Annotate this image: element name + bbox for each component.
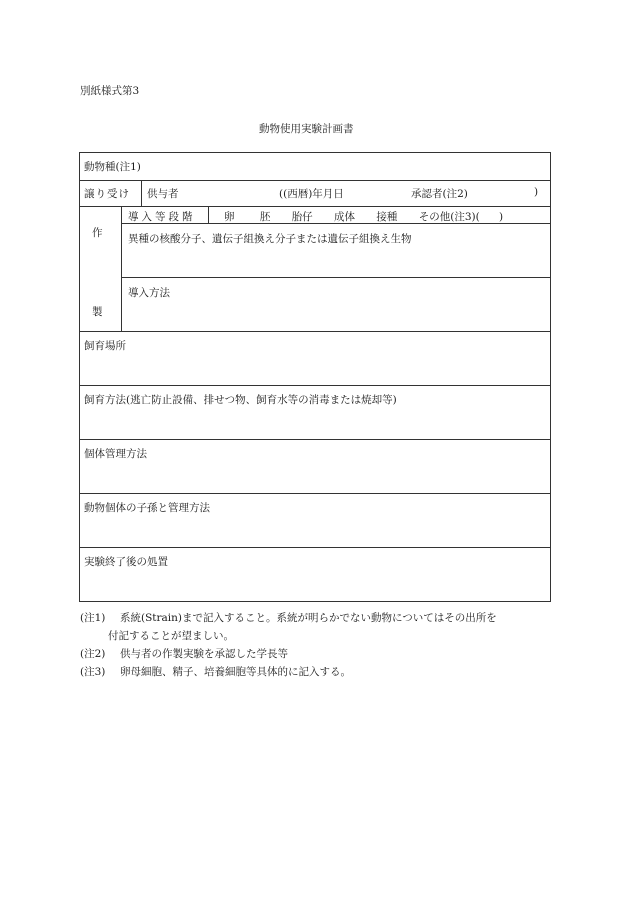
production-label-top: 作 xyxy=(92,227,103,239)
stage-other: その他(注3)( xyxy=(418,211,480,223)
note-1-mark: (注1) xyxy=(80,612,106,624)
note-1-cont: 付記することが望ましい。 xyxy=(108,630,234,642)
offspring-label: 動物個体の子孫と管理方法 xyxy=(84,502,210,514)
disposal-label: 実験終了後の処置 xyxy=(84,556,168,568)
stage-adult: 成体 xyxy=(334,211,356,223)
stage-embryo: 胚 xyxy=(259,211,271,223)
supplier-label: 供与者 xyxy=(147,188,179,200)
stage-fetus: 胎仔 xyxy=(291,211,313,223)
note-3-mark: (注3) xyxy=(80,666,106,678)
stages-row xyxy=(224,209,503,224)
method-label: 導入方法 xyxy=(128,287,170,299)
approver-label: 承認者(注2) xyxy=(411,188,468,200)
nucleic-label: 異種の核酸分子、遺伝子組換え分子または遺伝子組換え生物 xyxy=(128,233,412,245)
note-2-mark: (注2) xyxy=(80,648,106,660)
note-3-text: 卵母細胞、精子、培養細胞等具体的に記入する。 xyxy=(120,666,351,678)
note-2-text: 供与者の作製実験を承認した学長等 xyxy=(120,648,288,660)
breeding-method-label: 飼育方法(逃亡防止設備、排せつ物、飼育水等の消毒または焼却等) xyxy=(84,394,397,406)
stage-egg: 卵 xyxy=(224,211,235,223)
breeding-place-label: 飼育場所 xyxy=(84,340,126,352)
form-number: 別紙様式第3 xyxy=(80,85,140,97)
species-label: 動物種(注1) xyxy=(84,161,141,173)
transfer-label: 譲り受け xyxy=(84,188,130,200)
individual-mgmt-label: 個体管理方法 xyxy=(84,448,147,460)
approver-close: ) xyxy=(534,186,539,198)
date-label: ((西暦)年月日 xyxy=(279,188,344,200)
page-title: 動物使用実験計画書 xyxy=(259,123,354,135)
stage-inoculation: 接種 xyxy=(376,211,398,223)
note-1-text: 系統(Strain)まで記入すること。系統が明らかでない動物についてはその出所を xyxy=(120,612,497,624)
production-label-bottom: 製 xyxy=(92,306,103,318)
stage-label: 導入等段階 xyxy=(128,211,196,223)
stage-other-close: ) xyxy=(499,211,504,223)
